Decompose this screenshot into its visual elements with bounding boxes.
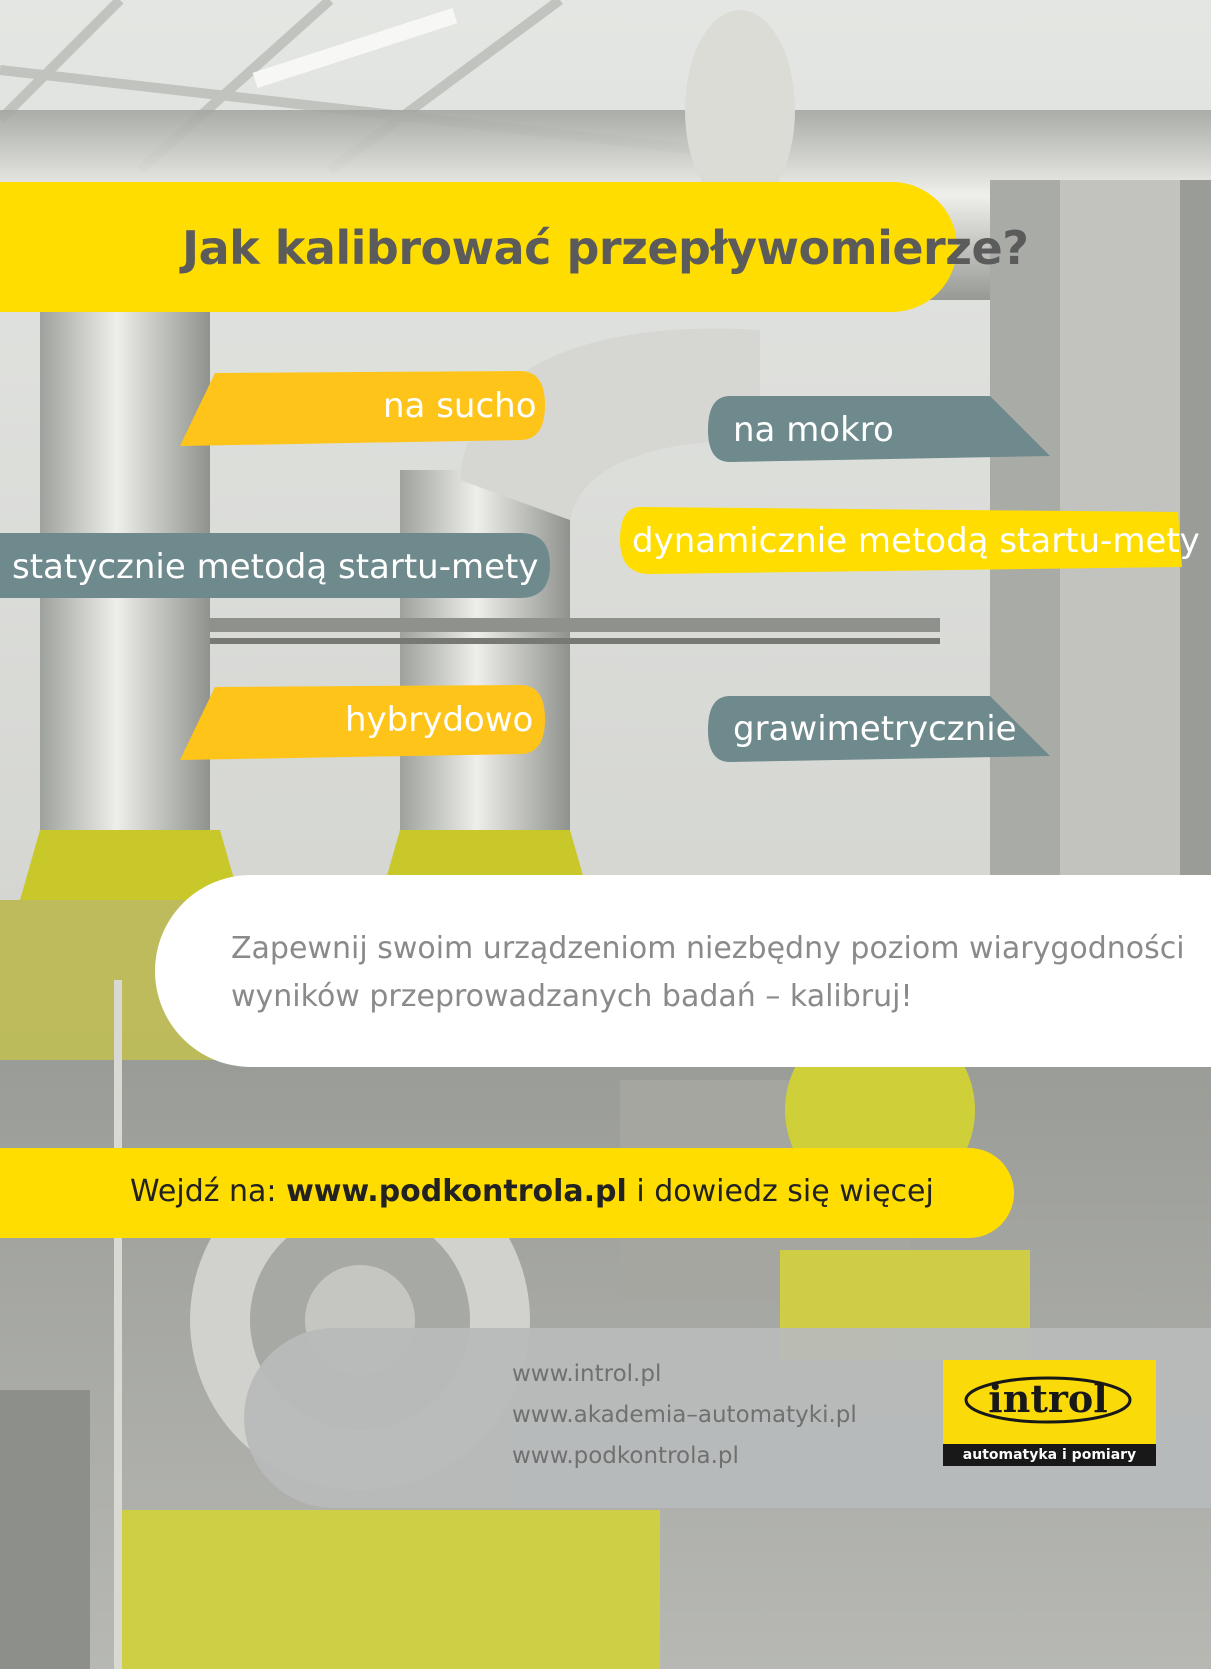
svg-text:introl: introl xyxy=(988,1376,1108,1421)
footer-panel xyxy=(244,1328,1211,1508)
cta-prefix: Wejdź na: xyxy=(130,1174,287,1209)
cta-url-link[interactable]: www.podkontrola.pl xyxy=(286,1174,627,1209)
introl-wordmark-logo xyxy=(963,1374,1133,1426)
message-text xyxy=(231,925,1185,1021)
footer-link-introl[interactable]: www.introl.pl xyxy=(512,1361,662,1387)
cta-suffix: i dowiedz się więcej xyxy=(626,1174,934,1209)
page-title: Jak kalibrować przepływomierze? xyxy=(182,221,1029,275)
introl-logo xyxy=(943,1360,1156,1466)
tag-hybrid-label: hybrydowo xyxy=(345,700,534,740)
tag-static-label: statycznie metodą startu-mety xyxy=(12,547,539,587)
tag-wet-label: na mokro xyxy=(733,410,894,450)
message-panel xyxy=(155,875,1211,1067)
tag-gravimetric-label: grawimetrycznie xyxy=(733,709,1017,749)
cta-text xyxy=(130,1174,934,1209)
message-line-1: Zapewnij swoim urządzeniom niezbędny poziom wiarygodności xyxy=(231,931,1185,966)
cta-banner xyxy=(0,1148,1014,1238)
tag-dynamic-label: dynamicznie metodą startu-mety xyxy=(632,521,1200,561)
footer-links-list xyxy=(512,1354,857,1477)
footer-link-akademia[interactable]: www.akademia–automatyki.pl xyxy=(512,1402,857,1428)
logo-tagline: automatyka i pomiary xyxy=(943,1444,1156,1466)
footer-link-podkontrola[interactable]: www.podkontrola.pl xyxy=(512,1443,739,1469)
message-line-2: wyników przeprowadzanych badań – kalibruj! xyxy=(231,979,913,1014)
tag-dry-label: na sucho xyxy=(383,386,537,426)
